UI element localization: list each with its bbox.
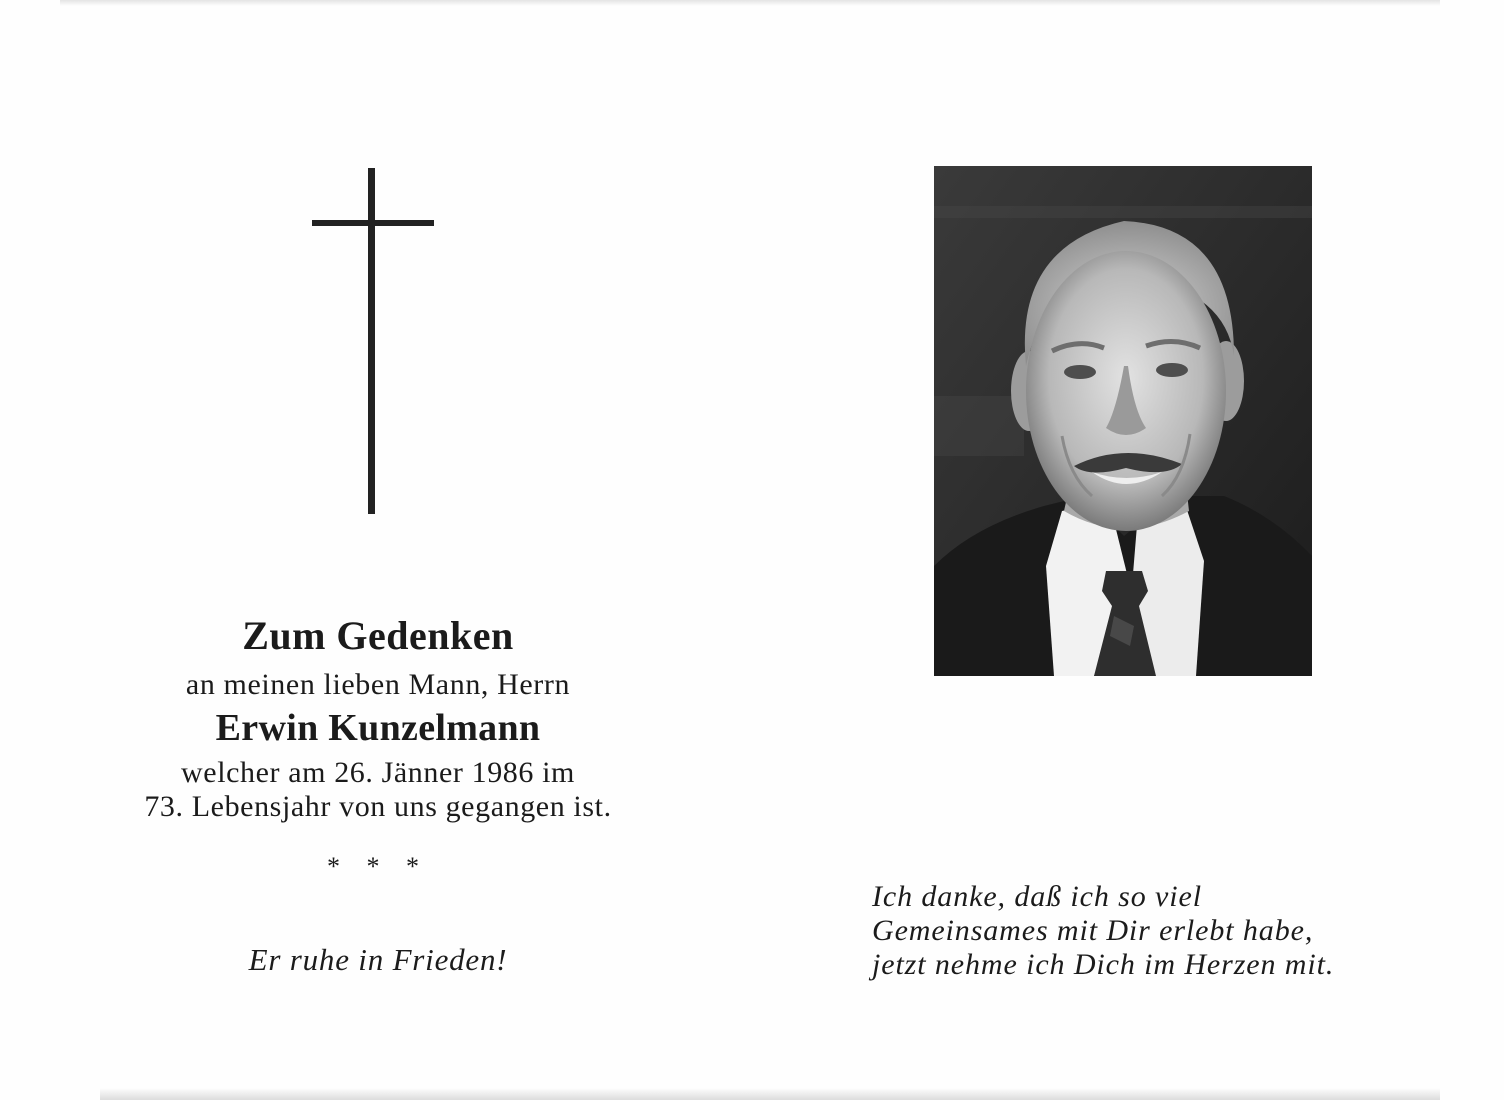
intro-text: an meinen lieben Mann, Herrn [185,668,571,701]
portrait-photo [934,166,1312,676]
memorial-heading: Zum Gedenken [242,613,514,658]
scan-edge-bottom [100,1088,1440,1100]
portrait-illustration [934,166,1312,676]
age-line: 73. Lebensjahr von uns gegangen ist. [144,790,612,823]
cross-horizontal-bar [312,220,434,226]
scan-edge-top [60,0,1440,6]
deceased-name: Erwin Kunzelmann [215,707,541,749]
quote-line: jetzt nehme ich Dich im Herzen mit. [872,948,1335,981]
quote-line: Gemeinsames mit Dir erlebt habe, [872,914,1314,947]
quote-line: Ich danke, daß ich so viel [872,880,1202,913]
separator-stars: * * * [327,852,429,881]
blessing-text: Er ruhe in Frieden! [248,942,508,977]
quote-block [872,880,1432,982]
cross-icon [312,168,434,514]
death-date-line: welcher am 26. Jänner 1986 im [181,756,575,789]
